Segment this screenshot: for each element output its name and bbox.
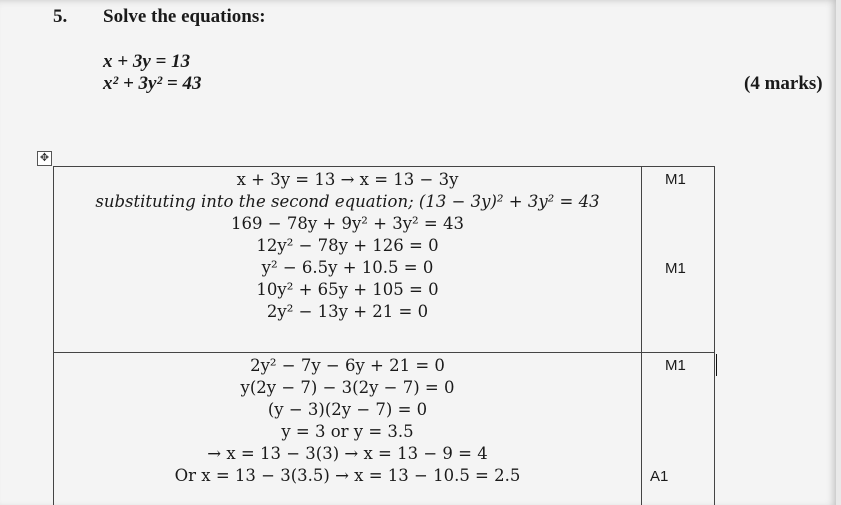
given-equation-1: x + 3y = 13 [103,51,191,72]
question-prompt: Solve the equations: [103,6,266,27]
working-line: 169 − 78y + 9y² + 3y² = 43 [231,214,464,233]
working-line: y = 3 or y = 3.5 [281,422,414,441]
mark-label: M1 [665,260,686,277]
working-line: (y − 3)(2y − 7) = 0 [267,400,428,419]
table-row-divider [53,352,715,353]
working-line: y(2y − 7) − 3(2y − 7) = 0 [240,378,455,397]
working-line: 12y² − 78y + 126 = 0 [256,236,439,255]
table-top-border [53,166,641,167]
mark-label: M1 [665,357,686,374]
text-cursor [716,354,717,376]
working-cell-1[interactable] [54,169,641,323]
working-line: 10y² + 65y + 105 = 0 [256,280,439,299]
working-line: substituting into the second equation; (13 − 3y)² + 3y² = 43 [95,192,600,211]
working-line: → x = 13 − 3(3) → x = 13 − 9 = 4 [207,444,488,463]
table-right-border [714,166,715,505]
working-line: 2y² − 13y + 21 = 0 [266,302,429,321]
given-equation-2: x² + 3y² = 43 [103,73,202,94]
working-line: y² − 6.5y + 10.5 = 0 [261,258,434,277]
working-cell-2[interactable] [54,355,641,487]
working-line: 2y² − 7y − 6y + 21 = 0 [250,356,445,375]
table-move-icon[interactable]: ✥ [37,151,52,166]
question-number: 5. [53,6,68,27]
table-column-divider [641,166,642,505]
mark-label: M1 [665,171,686,188]
working-line: Or x = 13 − 3(3.5) → x = 13 − 10.5 = 2.5 [174,466,521,485]
question-marks: (4 marks) [744,73,823,94]
mark-label: A1 [650,468,669,485]
working-line: x + 3y = 13 → x = 13 − 3y [236,170,459,189]
table-top-border-marks [641,166,714,167]
